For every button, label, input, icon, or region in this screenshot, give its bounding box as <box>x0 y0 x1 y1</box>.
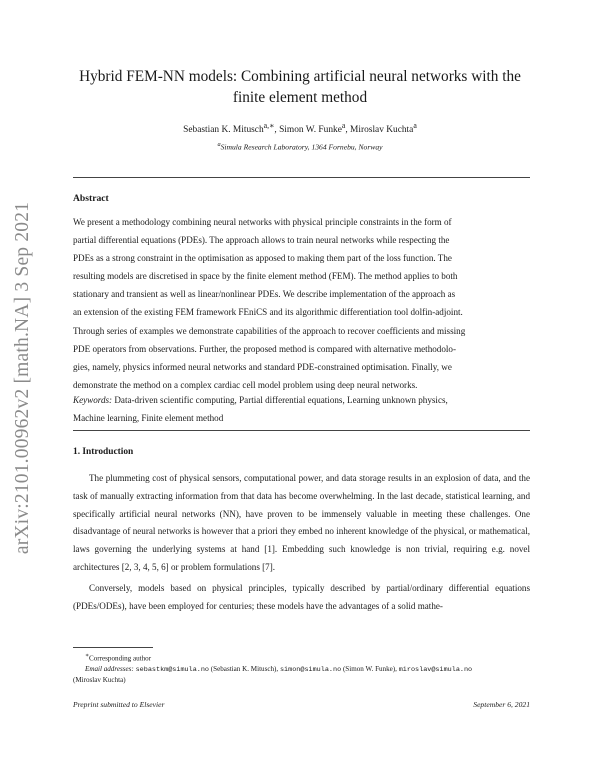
email-label: Email addresses: <box>85 664 134 673</box>
author-mark: a <box>341 121 346 130</box>
keywords-label: Keywords: <box>73 395 113 405</box>
abstract-top-rule <box>73 177 530 178</box>
date-note: September 6, 2021 <box>473 700 530 709</box>
preprint-note: Preprint submitted to Elsevier <box>73 700 165 709</box>
keywords <box>73 391 530 427</box>
abstract-line: demonstrate the method on a complex cardiac cell model problem using deep neural networks. <box>73 379 418 390</box>
abstract-heading: Abstract <box>73 193 109 204</box>
email-owner: (Miroslav Kuchta) <box>73 676 126 685</box>
abstract-line: gies, namely, physics informed neural networks and standard PDE-constrained optimisation. Finally, we <box>73 361 452 372</box>
email-owner: (Sebastian K. Mitusch), <box>210 664 279 673</box>
arxiv-identifier[interactable]: arXiv:2101.00962v2 [math.NA] 3 Sep 2021 <box>12 201 33 555</box>
email-link[interactable]: sebastkm@simula.no <box>135 665 210 674</box>
author-name: Miroslav Kuchta <box>350 125 414 136</box>
footnote-rule <box>73 647 153 648</box>
abstract-line: Through series of examples we demonstrate capabilities of the approach to recover coefficients and missing <box>73 325 466 336</box>
section-heading-introduction: 1. Introduction <box>73 447 134 457</box>
abstract-line: PDE operators from observations. Further, the proposed method is compared with alternative methodolo- <box>73 343 456 354</box>
intro-paragraph-2: Conversely, models based on physical principles, typically described by partial/ordinary differential equations (PDEs/ODEs), have been employed for centuries; these models have the advantages of a solid mathe- <box>73 582 530 611</box>
intro-paragraph-1: The plummeting cost of physical sensors, computational power, and data storage results in an explosion of data, and the task of manually extracting information from that data has become overwhelming. In the last decade, statistical learning, and specifically artificial neural networks (NN), have proven to be immensely valuable in meeting these challenges. One disadvantage of neural networks is however that a priori they embed no inherent knowledge of the physical, or mathematical, laws governing the underlying systems at hand [1]. Embedding such knowledge is non trivial, requiring e.g. novel architectures [2, 3, 4, 5, 6] or problem formulations [7]. <box>73 473 530 572</box>
affiliation <box>60 141 540 152</box>
author-name: Sebastian K. Mitusch <box>183 125 264 136</box>
abstract-body <box>73 213 530 394</box>
author-mark: a <box>413 121 417 130</box>
abstract-line: We present a methodology combining neural networks with physical principle constraints in the form of <box>73 217 452 227</box>
title-line-1: Hybrid FEM-NN models: Combining artificial neural networks with the <box>79 68 521 85</box>
email-link[interactable]: simon@simula.no <box>279 665 342 674</box>
footnotes <box>73 651 530 686</box>
abstract-line: resulting models are discretised in space by the finite element method (FEM). The method applies to both <box>73 271 458 282</box>
email-owner: (Simon W. Funke), <box>342 664 397 673</box>
introduction-body <box>73 470 530 615</box>
arxiv-sidebar-stamp <box>0 188 46 568</box>
abstract-bottom-rule <box>73 430 530 431</box>
abstract-line: an extension of the existing FEM framework FEniCS and its algorithmic differentiation tool dolfin-adjoint. <box>73 307 463 318</box>
paper-title <box>60 66 540 108</box>
abstract-line: stationary and transient as well as linear/nonlinear PDEs. We describe implementation of the approach as <box>73 289 456 300</box>
author-name: Simon W. Funke <box>279 125 342 136</box>
keywords-line-1: Data-driven scientific computing, Partial differential equations, Learning unknown physics, <box>114 395 448 405</box>
abstract-line: partial differential equations (PDEs). The approach allows to train neural networks while respecting the <box>73 235 450 246</box>
title-line-2: finite element method <box>232 89 368 106</box>
email-link[interactable]: miroslav@simula.no <box>398 665 473 674</box>
author-list: Sebastian K. Mitusch$^{a,∗}$, Simon W. Funke$^a$, Miroslav Kuchta$^a$ <box>183 121 417 136</box>
keywords-line-2: Machine learning, Finite element method <box>73 413 224 424</box>
affiliation-mark: a <box>217 141 221 148</box>
author-mark: a,∗ <box>263 121 275 130</box>
affiliation-text: Simula Research Laboratory, 1364 Fornebu, Norway <box>220 142 383 152</box>
corresponding-mark: ∗ <box>85 653 90 659</box>
abstract-line: PDEs as a strong constraint in the optimisation as apposed to making them part of the loss function. The <box>73 253 452 264</box>
corresponding-author-note: Corresponding author <box>89 654 152 663</box>
